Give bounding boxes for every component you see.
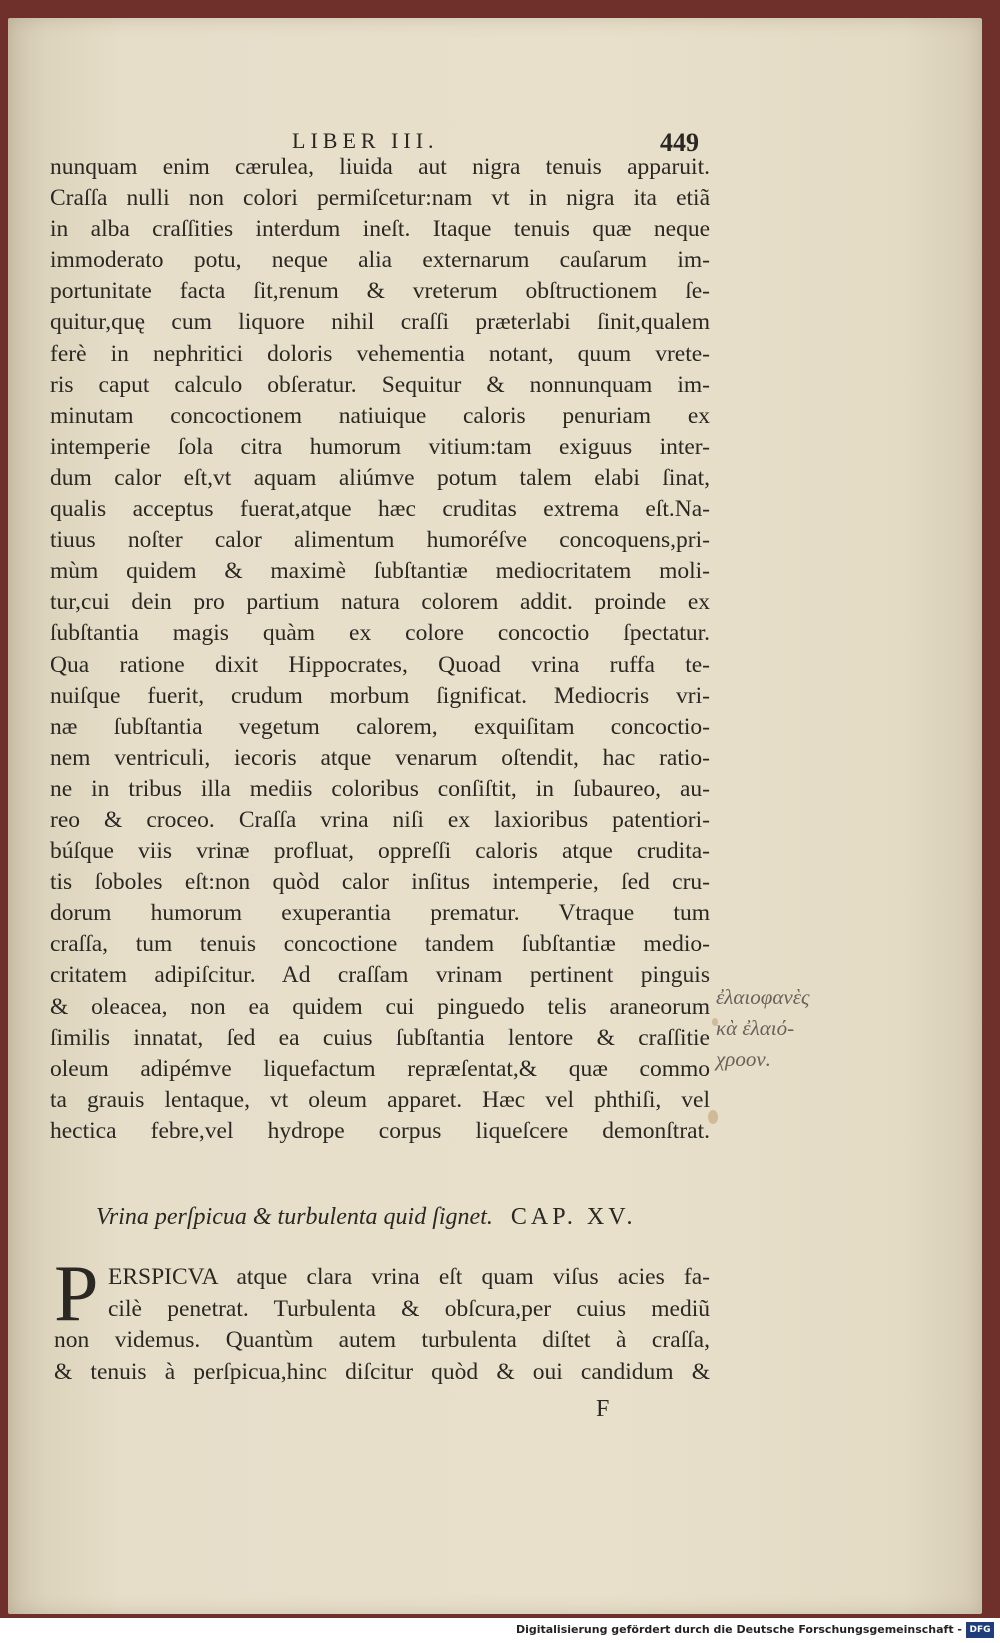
- chapter-heading: [96, 1204, 676, 1231]
- catchword: F: [596, 1396, 610, 1422]
- text-line: critatem adipiſcitur. Ad craſſam vrinam pertinent pinguis: [50, 962, 710, 989]
- text-line: intemperie ſola citra humorum vitium:tam exiguus inter-: [50, 433, 710, 460]
- text-line: ſubſtantia magis quàm ex colore concoctio ſpectatur.: [50, 620, 710, 647]
- chapter-title: Vrina perſpicua & turbulenta quid ſignet.: [96, 1204, 493, 1230]
- running-head: LIBER III.: [292, 128, 439, 153]
- text-line: ferè in nephritici doloris vehementia notant, quum vrete-: [50, 340, 710, 367]
- marginal-note-line: χροον.: [716, 1047, 771, 1071]
- text-line: & oleacea, non ea quidem cui pinguedo telis araneorum: [50, 993, 710, 1020]
- text-line: immoderato potu, neque alia externarum cauſarum im-: [50, 247, 710, 274]
- text-line: tur,cui dein pro partium natura colorem addit. proinde ex: [50, 589, 710, 616]
- text-line: qualis acceptus fuerat,atque hæc cruditas extrema eſt.Na-: [50, 496, 710, 523]
- text-line: non videmus. Quantùm autem turbulenta diſtet à craſſa,: [54, 1327, 710, 1353]
- text-line: nuiſque fuerit, crudum morbum ſignificat. Mediocris vri-: [50, 682, 710, 709]
- marginal-note-line: κὰ ἐλαιό-: [716, 1016, 795, 1040]
- text-line: & tenuis à perſpicua,hinc diſcitur quòd & oui candidum &: [54, 1358, 710, 1385]
- text-line: nunquam enim cærulea, liuida aut nigra tenuis apparuit.: [50, 154, 710, 180]
- text-line: reo & croceo. Craſſa vrina niſi ex laxioribus patentiori-: [50, 806, 710, 833]
- text-line: næ ſubſtantia vegetum calorem, exquiſitam concoctio-: [50, 713, 710, 740]
- text-line: cilè penetrat. Turbulenta & obſcura,per cuius mediũ: [108, 1295, 710, 1322]
- text-line: quitur,quę cum liquore nihil craſſi præterlabi ſinit,qualem: [50, 309, 710, 336]
- marginal-note: [716, 982, 846, 1075]
- text-line: ne in tribus illa mediis coloribus conſiſtit, in ſubaureo, au-: [50, 775, 710, 802]
- text-line: ta grauis lentaque, vt oleum apparet. Hæc vel phthiſi, vel: [50, 1086, 710, 1113]
- marginal-note-line: ἐλαιοφανὲς: [716, 985, 810, 1009]
- text-line: búſque viis vrinæ profluat, oppreſſi caloris atque crudita-: [50, 838, 710, 865]
- chapter-opening-text: [108, 1262, 710, 1325]
- text-line: in alba craſſities interdum ineſt. Itaque tenuis quæ neque: [50, 216, 710, 243]
- text-line: tis ſoboles eſt:non quòd calor inſitus intemperie, ſed cru-: [50, 869, 710, 896]
- book-page: [8, 18, 982, 1614]
- text-line: dum calor eſt,vt aquam aliúmve potum talem elabi ſinat,: [50, 464, 710, 491]
- text-line: oleum adipémve liquefactum repræſentat,& quæ commo: [50, 1055, 710, 1082]
- chapter-text: [54, 1325, 710, 1388]
- text-line: Qua ratione dixit Hippocrates, Quoad vrina ruffa te-: [50, 651, 710, 678]
- chapter-number: CAP. XV.: [510, 1204, 637, 1230]
- text-line: dorum humorum exuperantia prematur. Vtraque tum: [50, 900, 710, 927]
- text-line: mùm quidem & maximè ſubſtantiæ mediocritatem moli-: [50, 558, 710, 585]
- text-line: nem ventriculi, iecoris atque venarum oſtendit, hac ratio-: [50, 744, 710, 771]
- text-line: Craſſa nulli non colori permiſcetur:nam vt in nigra ita etiã: [50, 185, 710, 212]
- text-line: minutam concoctionem natiuique caloris penuriam ex: [50, 402, 710, 429]
- text-line: craſſa, tum tenuis concoctione tandem ſubſtantiæ medio-: [50, 931, 710, 958]
- dfg-logo: DFG: [966, 1622, 994, 1638]
- text-line: ERSPICVA atque clara vrina eſt quam viſus acies fa-: [108, 1264, 710, 1290]
- text-line: ſimilis innatat, ſed ea cuius ſubſtantia lentore & craſſitie: [50, 1024, 710, 1051]
- drop-cap: P: [54, 1250, 99, 1338]
- footer-bar: [0, 1620, 1000, 1643]
- text-line: hectica febre,vel hydrope corpus liqueſcere demonſtrat.: [50, 1117, 710, 1144]
- text-line: portunitate facta ſit,renum & vreterum obſtructionem ſe-: [50, 278, 710, 305]
- text-line: tiuus noſter calor alimentum humoréſve concoquens,pri-: [50, 527, 710, 554]
- main-text-block: [50, 152, 710, 1147]
- funding-credit: Digitalisierung gefördert durch die Deutsche Forschungsgemeinschaft -: [515, 1623, 962, 1636]
- page-number: 449: [660, 128, 699, 157]
- text-line: ris caput calculo obſeratur. Sequitur & nonnunquam im-: [50, 371, 710, 398]
